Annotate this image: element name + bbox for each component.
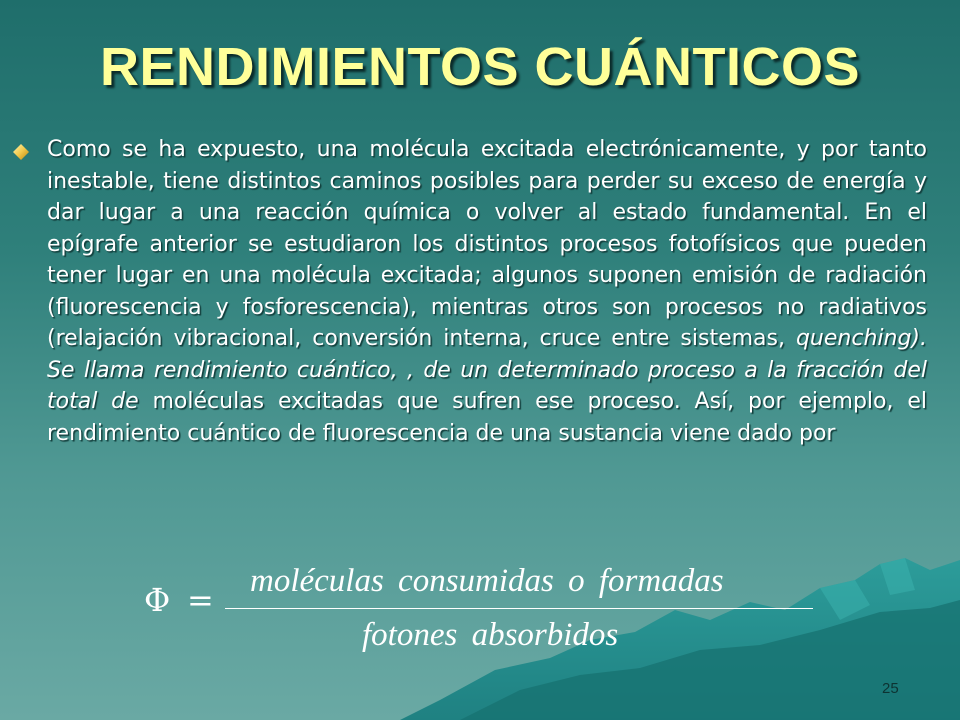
bullet-text-part-1: Como se ha expuesto, una molécula excitada electrónicamente, y por tanto inestable, tiene distintos caminos posibles para perder su exceso de energía y dar lugar a una reacción química o volver al estado fundamental. En el epígrafe anterior se estudiaron los distintos procesos fotofísicos que pueden tener lugar en una molécula excitada; algunos suponen emisión de radiación (fluorescencia y fosforescencia), mientras otros son procesos no radiativos (relajación vibracional, conversión interna, cruce entre sistemas, xyxy=(47,137,927,351)
page-number: 25 xyxy=(882,680,899,697)
quantum-yield-formula xyxy=(0,555,960,670)
bullet-text-part-2: moléculas excitadas que sufren ese proceso. Así, por ejemplo, el rendimiento cuántico de fluorescencia de una sustancia viene dado por xyxy=(47,389,927,446)
equals-sign: = xyxy=(187,581,214,619)
bullet-text-italic: quenching). Se llama rendimiento cuántico, , de un determinado proceso a la fracción del total de xyxy=(47,326,927,414)
formula-denominator: fotones absorbidos xyxy=(362,617,619,653)
slide-title: RENDIMIENTOS CUÁNTICOS xyxy=(99,37,861,97)
phi-symbol: Φ xyxy=(144,581,171,619)
diamond-bullet-icon xyxy=(12,143,30,161)
formula-numerator: moléculas consumidas o formadas xyxy=(250,563,724,599)
fraction-bar xyxy=(225,608,813,609)
bullet-text xyxy=(47,134,927,449)
